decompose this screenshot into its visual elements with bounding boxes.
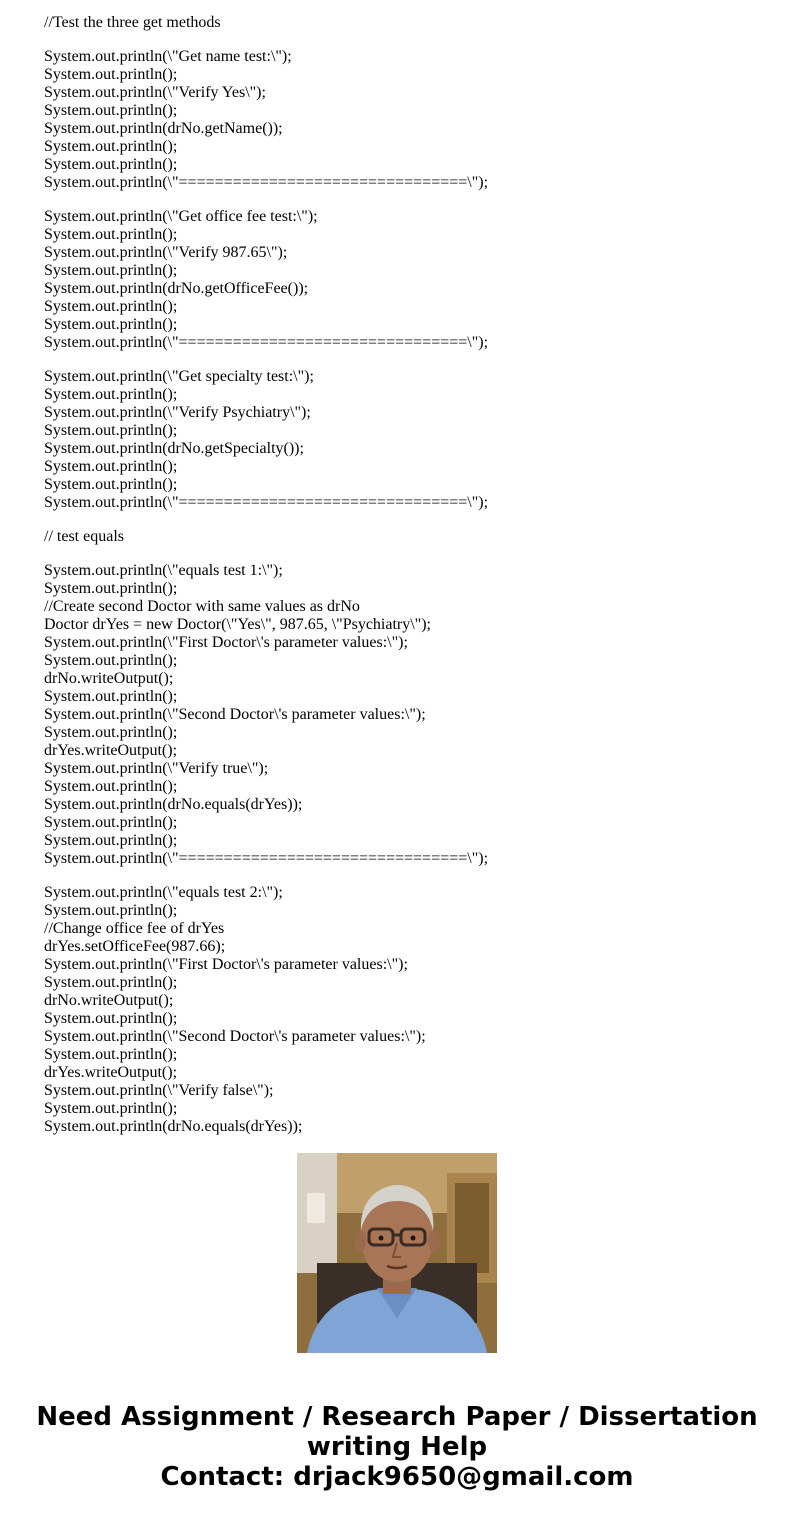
code-line: System.out.println(\"First Doctor\'s parameter values:\"); — [44, 634, 408, 651]
promo-line-2: writing Help — [306, 1432, 488, 1462]
code-line: System.out.println(\"Verify false\"); — [44, 1082, 274, 1099]
blank-line — [44, 352, 764, 368]
code-line: System.out.println(\"Verify Psychiatry\"); — [44, 404, 311, 421]
code-line: System.out.println(\"================================\"); — [44, 334, 489, 351]
code-line: drNo.writeOutput(); — [44, 670, 174, 687]
code-line: System.out.println(drNo.equals(drYes)); — [44, 796, 303, 813]
code-line: System.out.println(\"Second Doctor\'s parameter values:\"); — [44, 1028, 426, 1045]
blank-line — [44, 546, 764, 562]
code-line: drNo.writeOutput(); — [44, 992, 174, 1009]
avatar — [297, 1153, 497, 1353]
code-line: System.out.println(\"Get name test:\"); — [44, 48, 292, 65]
code-line: System.out.println(); — [44, 1100, 178, 1117]
promo-contact: Contact: drjack9650@gmail.com — [160, 1462, 634, 1492]
code-line: System.out.println(\"================================\"); — [44, 850, 489, 867]
code-line: System.out.println(\"equals test 1:\"); — [44, 562, 283, 579]
code-line: Doctor drYes = new Doctor(\"Yes\", 987.65, \"Psychiatry\"); — [44, 616, 431, 633]
code-line: System.out.println(); — [44, 262, 178, 279]
code-line: System.out.println(); — [44, 814, 178, 831]
code-line: System.out.println(); — [44, 974, 178, 991]
promo-line-1: Need Assignment / Research Paper / Dissertation — [36, 1402, 758, 1432]
code-line: System.out.println(); — [44, 226, 178, 243]
code-line: //Create second Doctor with same values as drNo — [44, 598, 360, 615]
code-line: drYes.writeOutput(); — [44, 1064, 178, 1081]
code-line: System.out.println(); — [44, 422, 178, 439]
code-line: System.out.println(); — [44, 298, 178, 315]
code-line: System.out.println(drNo.getOfficeFee()); — [44, 280, 309, 297]
code-line: System.out.println(); — [44, 386, 178, 403]
code-line: System.out.println(); — [44, 138, 178, 155]
blank-line — [44, 192, 764, 208]
avatar-photo — [297, 1153, 497, 1353]
code-line: System.out.println(); — [44, 652, 178, 669]
code-line: System.out.println(drNo.equals(drYes)); — [44, 1118, 303, 1135]
code-line: System.out.println(\"Verify true\"); — [44, 760, 269, 777]
code-line: System.out.println(); — [44, 458, 178, 475]
code-line: System.out.println(); — [44, 580, 178, 597]
code-line: System.out.println(); — [44, 902, 178, 919]
code-line: System.out.println(); — [44, 832, 178, 849]
code-line: System.out.println(\"First Doctor\'s parameter values:\"); — [44, 956, 408, 973]
code-line: System.out.println(\"Second Doctor\'s parameter values:\"); — [44, 706, 426, 723]
code-line: System.out.println(); — [44, 724, 178, 741]
code-line: System.out.println(\"Verify Yes\"); — [44, 84, 266, 101]
blank-line — [44, 512, 764, 528]
promo-banner — [0, 1402, 794, 1492]
code-line: drYes.setOfficeFee(987.66); — [44, 938, 226, 955]
code-line: drYes.writeOutput(); — [44, 742, 178, 759]
code-line: System.out.println(\"Get specialty test:\"); — [44, 368, 314, 385]
code-line: System.out.println(); — [44, 102, 178, 119]
code-line: System.out.println(\"================================\"); — [44, 494, 489, 511]
code-line: //Change office fee of drYes — [44, 920, 225, 937]
code-line: System.out.println(\"Get office fee test:\"); — [44, 208, 318, 225]
code-line: // test equals — [44, 528, 124, 545]
code-line: System.out.println(\"================================\"); — [44, 174, 489, 191]
code-listing — [44, 14, 764, 1135]
code-line: System.out.println(drNo.getName()); — [44, 120, 283, 137]
code-line: //Test the three get methods — [44, 14, 221, 31]
code-line: System.out.println(); — [44, 1046, 178, 1063]
code-line: System.out.println(\"Verify 987.65\"); — [44, 244, 288, 261]
blank-line — [44, 32, 764, 48]
blank-line — [44, 868, 764, 884]
code-line: System.out.println(drNo.getSpecialty()); — [44, 440, 304, 457]
code-line: System.out.println(); — [44, 156, 178, 173]
code-line: System.out.println(\"equals test 2:\"); — [44, 884, 283, 901]
code-line: System.out.println(); — [44, 688, 178, 705]
code-line: System.out.println(); — [44, 66, 178, 83]
code-line: System.out.println(); — [44, 778, 178, 795]
code-line: System.out.println(); — [44, 476, 178, 493]
code-line: System.out.println(); — [44, 316, 178, 333]
code-line: System.out.println(); — [44, 1010, 178, 1027]
